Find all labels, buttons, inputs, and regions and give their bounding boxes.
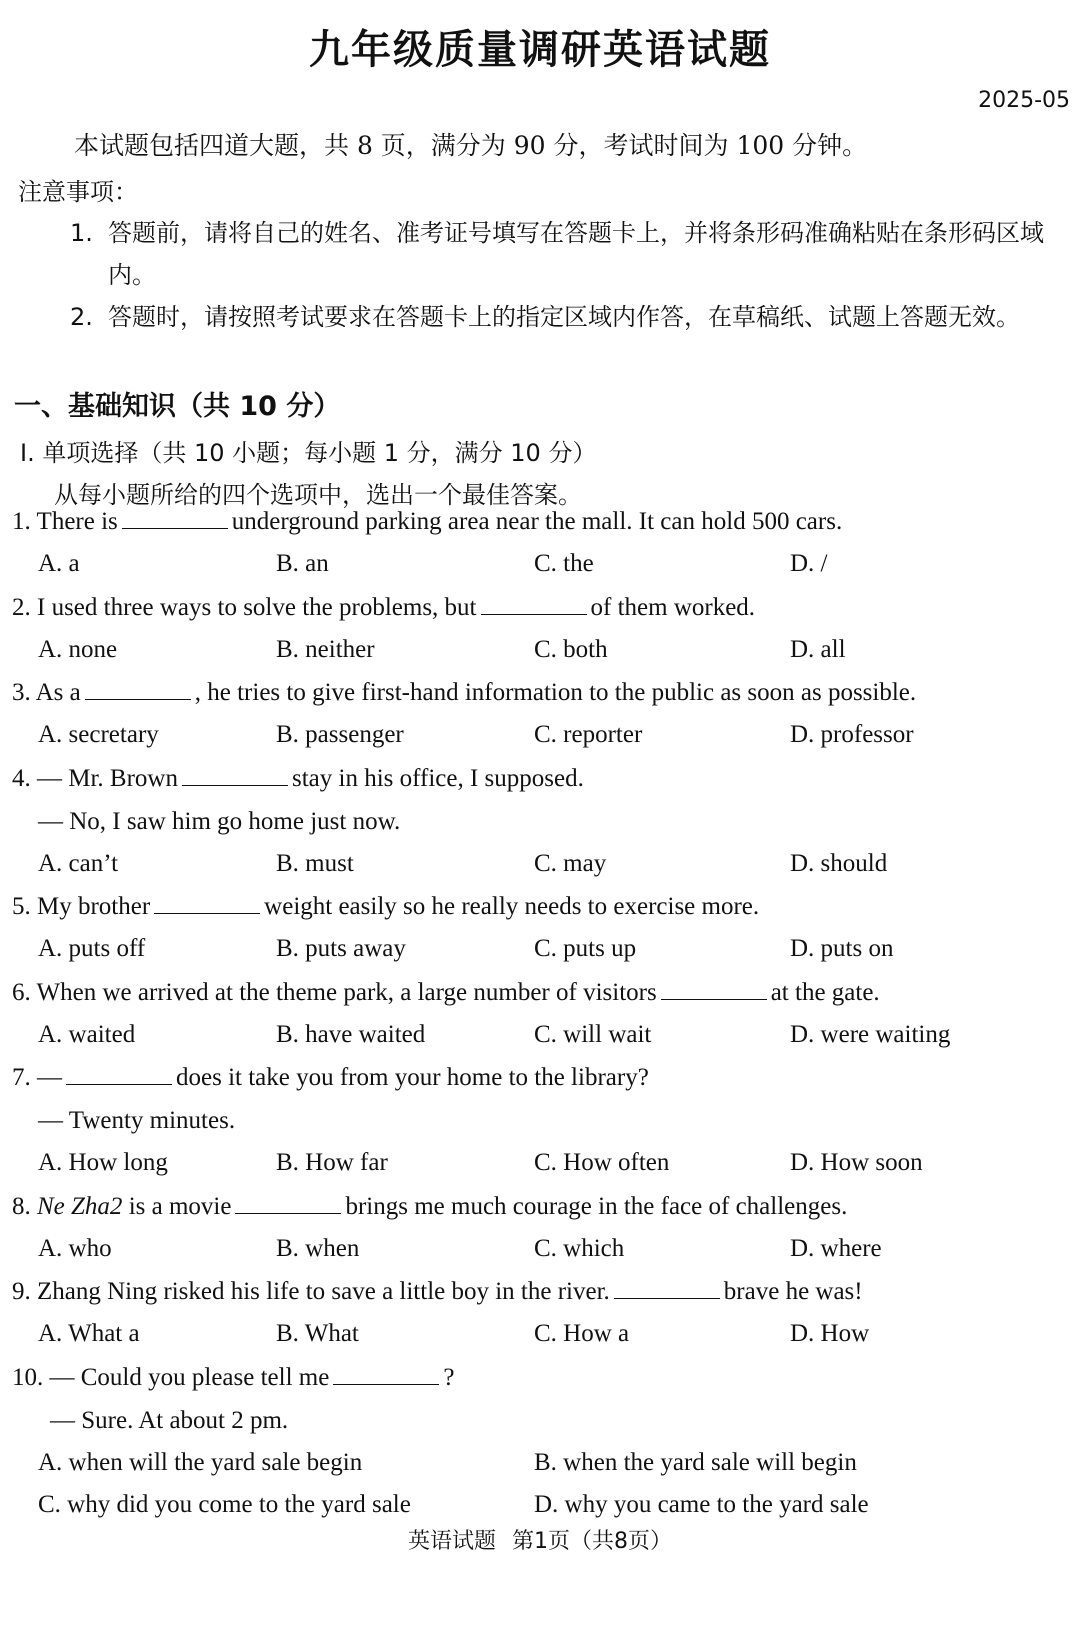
part-instruction: 从每小题所给的四个选项中，选出一个最佳答案。: [54, 481, 582, 509]
option-row: [12, 1313, 1072, 1356]
option-b: B. What: [276, 1320, 359, 1347]
option-d: D. /: [790, 550, 828, 577]
option-b: B. when the yard sale will begin: [534, 1448, 857, 1476]
note-item: [70, 296, 1060, 338]
note-item: [70, 212, 1060, 296]
answer-blank: [661, 973, 767, 1000]
question-stem: [12, 885, 1072, 928]
stem-text: , he tries to give first-hand information to the public as soon as possible.: [194, 679, 917, 706]
exam-intro: 本试题包括四道大题，共 8 页，满分为 90 分，考试时间为 100 分钟。: [74, 131, 868, 160]
option-b: B. an: [276, 550, 329, 577]
option-c: C. both: [534, 635, 608, 663]
option-a: A. none: [38, 635, 118, 663]
stem-text: stay in his office, I supposed.: [291, 764, 584, 792]
option-d: D. all: [790, 635, 846, 663]
question-stem: [12, 971, 1072, 1014]
stem-text: brave he was!: [723, 1278, 863, 1305]
option-row: [12, 1228, 1072, 1271]
option-a: A. waited: [38, 1020, 136, 1048]
option-a: A. a: [38, 550, 80, 577]
option-d: D. should: [790, 849, 888, 877]
option-row: [12, 1014, 1072, 1057]
option-c: C. How a: [534, 1320, 630, 1347]
option-row: [12, 843, 1072, 886]
stem-text: underground parking area near the mall. It can hold 500 cars.: [231, 508, 843, 535]
page-footer: [0, 1524, 1080, 1555]
section-title: 一、基础知识（共 10 分）: [14, 391, 341, 422]
option-c: C. will wait: [534, 1020, 652, 1048]
option-row: [12, 1442, 1072, 1485]
option-c: C. may: [534, 849, 607, 877]
question-stem: [12, 500, 1072, 543]
question-list: [12, 500, 1072, 1527]
dialog-reply: — Sure. At about 2 pm.: [50, 1406, 289, 1434]
stem-text: weight easily so he really needs to exercise more.: [264, 893, 760, 920]
option-b: B. passenger: [276, 721, 404, 748]
stem-text: 6. When we arrived at the theme park, a large number of visitors: [12, 978, 657, 1006]
stem-text: 4. — Mr. Brown: [12, 764, 178, 792]
answer-blank: [481, 588, 587, 615]
option-a: A. secretary: [38, 721, 159, 748]
option-b: B. must: [276, 849, 354, 877]
answer-blank: [85, 673, 191, 700]
note-text: 答题时，请按照考试要求在答题卡上的指定区域内作答，在草稿纸、试题上答题无效。: [108, 303, 1020, 331]
option-row: [12, 1484, 1072, 1527]
option-a: A. What a: [38, 1320, 140, 1347]
answer-blank: [66, 1058, 172, 1085]
option-c: C. puts up: [534, 935, 637, 962]
option-b: B. have waited: [276, 1020, 426, 1048]
answer-blank: [154, 887, 260, 914]
option-b: B. when: [276, 1234, 360, 1262]
option-c: C. why did you come to the yard sale: [38, 1491, 411, 1518]
answer-blank: [614, 1272, 720, 1299]
stem-text: 3. As a: [12, 679, 81, 706]
note-text: 答题前，请将自己的姓名、准考证号填写在答题卡上，并将条形码准确粘贴在条形码区域内。: [108, 219, 1044, 289]
option-row: [12, 543, 1072, 586]
exam-title: 九年级质量调研英语试题: [309, 27, 771, 73]
stem-text: 2. I used three ways to solve the problems, but: [12, 593, 477, 621]
option-c: C. reporter: [534, 721, 643, 748]
option-row: [12, 928, 1072, 971]
stem-text: ?: [443, 1363, 455, 1391]
option-a: A. puts off: [38, 935, 146, 962]
answer-blank: [333, 1358, 439, 1385]
option-b: B. neither: [276, 635, 375, 663]
answer-blank: [235, 1187, 341, 1214]
option-d: D. were waiting: [790, 1020, 951, 1048]
stem-text: brings me much courage in the face of challenges.: [345, 1192, 848, 1220]
stem-text: 10. — Could you please tell me: [12, 1363, 330, 1391]
dialog-reply: — No, I saw him go home just now.: [38, 807, 401, 835]
option-d: D. puts on: [790, 935, 894, 962]
footer-subject: 英语试题: [407, 1529, 496, 1554]
option-a: A. who: [38, 1234, 112, 1262]
stem-text: of them worked.: [590, 593, 756, 621]
option-d: D. why you came to the yard sale: [534, 1491, 869, 1518]
note-number: 2.: [70, 303, 93, 331]
question-stem: [12, 1270, 1072, 1313]
option-a: A. when will the yard sale begin: [38, 1448, 363, 1476]
option-a: A. can’t: [38, 849, 119, 877]
question-stem: [12, 671, 1072, 714]
stem-text: is a movie: [128, 1192, 232, 1220]
option-row: [12, 629, 1072, 672]
note-number: 1.: [70, 219, 93, 247]
option-d: D. where: [790, 1234, 882, 1262]
notes-list: [70, 212, 1060, 338]
question-number: 8.: [12, 1192, 31, 1220]
question-stem: [12, 1356, 1072, 1399]
stem-text: 5. My brother: [12, 893, 151, 920]
answer-blank: [182, 759, 288, 786]
option-d: D. How soon: [790, 1149, 923, 1176]
option-c: C. How often: [534, 1149, 670, 1176]
part-title: Ⅰ. 单项选择（共 10 小题；每小题 1 分，满分 10 分）: [20, 439, 597, 467]
stem-text: does it take you from your home to the library?: [176, 1064, 649, 1091]
question-stem: [12, 1185, 1072, 1228]
option-b: B. puts away: [276, 935, 406, 962]
movie-title: Ne Zha2: [37, 1192, 123, 1220]
stem-text: 9. Zhang Ning risked his life to save a little boy in the river.: [12, 1278, 610, 1305]
stem-text: 1. There is: [12, 508, 118, 535]
option-d: D. How: [790, 1320, 870, 1347]
option-d: D. professor: [790, 721, 914, 748]
option-c: C. the: [534, 550, 594, 577]
stem-text: 7. —: [12, 1064, 62, 1091]
question-stem: [12, 1056, 1072, 1099]
option-c: C. which: [534, 1234, 625, 1262]
question-stem: [12, 757, 1072, 800]
question-stem: [12, 586, 1072, 629]
answer-blank: [122, 502, 228, 529]
option-row: [12, 714, 1072, 757]
option-row: [12, 1142, 1072, 1185]
footer-page-number: 第1页（共8页）: [512, 1529, 672, 1554]
exam-date: 2025-05: [978, 88, 1070, 113]
notes-title: 注意事项：: [18, 178, 138, 206]
option-b: B. How far: [276, 1149, 388, 1176]
stem-text: at the gate.: [770, 978, 880, 1006]
option-a: A. How long: [38, 1149, 168, 1176]
dialog-reply: — Twenty minutes.: [38, 1107, 236, 1134]
